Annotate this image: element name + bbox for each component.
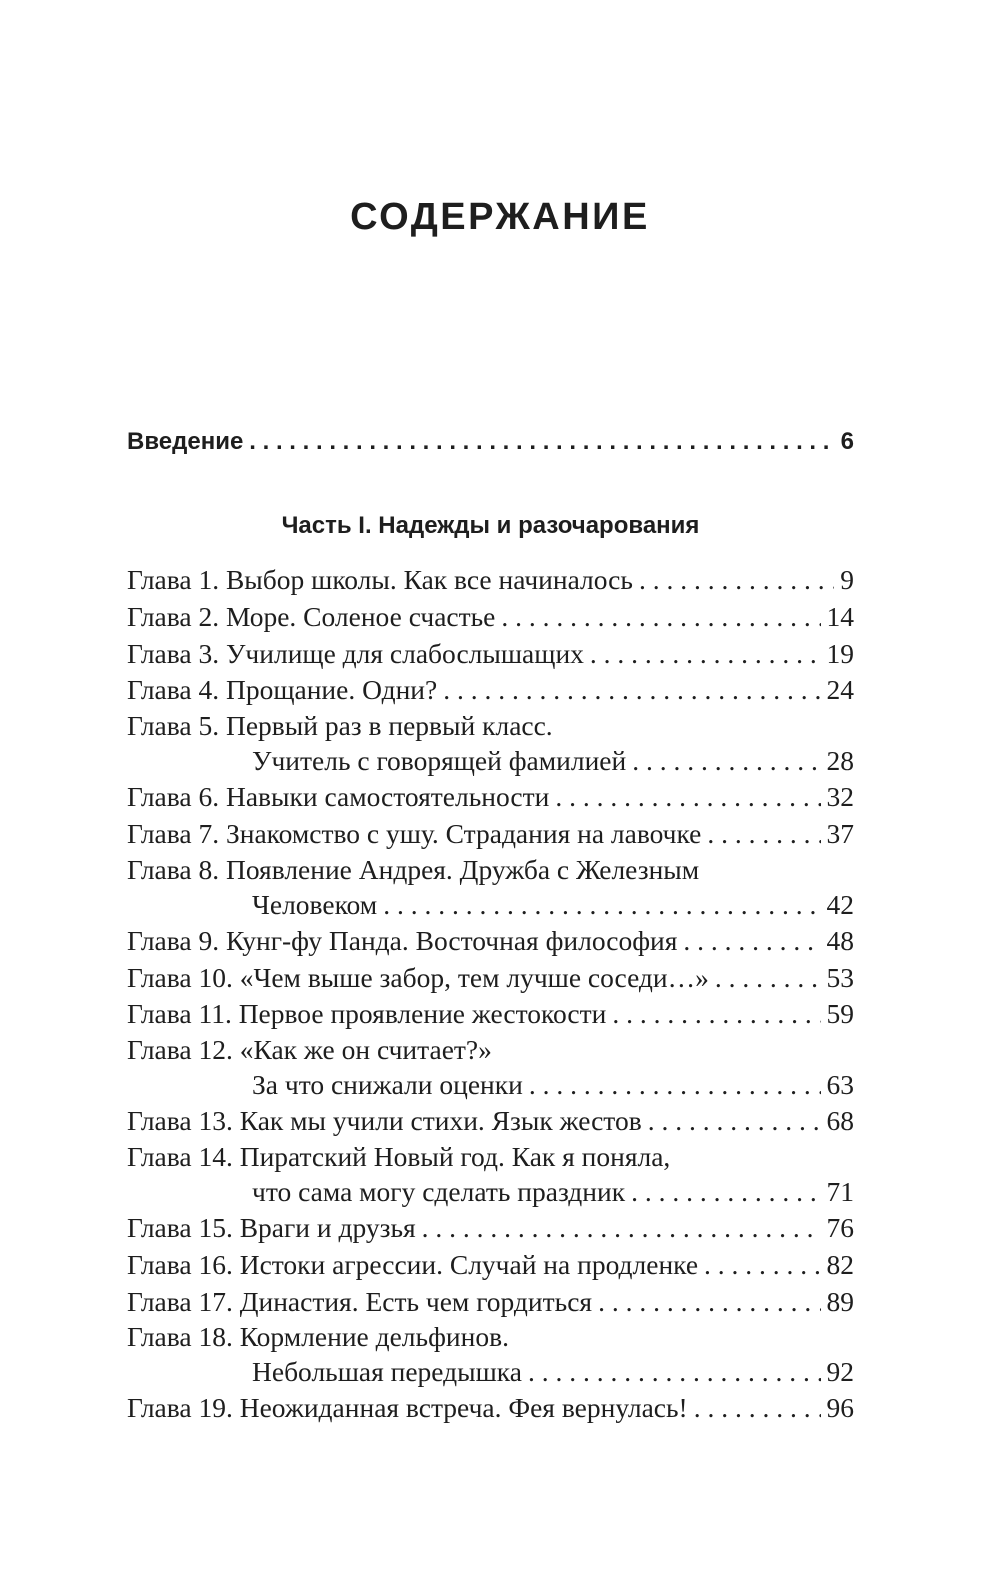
dot-leader	[249, 424, 834, 461]
dot-leader	[590, 636, 821, 673]
chapter-label: Глава 19. Неожиданная встреча. Фея вернулась!	[127, 1392, 688, 1424]
toc-entry-continuation	[127, 743, 854, 779]
toc-entry	[127, 1210, 854, 1247]
dot-leader	[598, 1284, 820, 1321]
chapter-label: Глава 15. Враги и друзья	[127, 1211, 416, 1243]
dot-leader	[528, 1354, 821, 1390]
chapter-label: Глава 11. Первое проявление жестокости	[127, 998, 607, 1030]
page-number: 68	[826, 1105, 854, 1137]
toc-entry	[127, 1140, 854, 1174]
chapter-label-continuation: Небольшая передышка	[252, 1356, 522, 1388]
dot-leader	[383, 887, 820, 923]
page-title: СОДЕРЖАНИЕ	[350, 196, 650, 238]
chapter-label: Глава 17. Династия. Есть чем гордиться	[127, 1285, 593, 1317]
chapter-label-continuation: Человеком	[252, 888, 378, 920]
intro-page-number: 6	[840, 428, 854, 455]
chapter-label: Глава 16. Истоки агрессии. Случай на продленке	[127, 1248, 699, 1280]
dot-leader	[639, 562, 834, 599]
page-number: 24	[826, 674, 854, 706]
chapter-label: Глава 12. «Как же он считает?»	[127, 1034, 492, 1066]
chapter-label: Глава 18. Кормление дельфинов.	[127, 1321, 509, 1353]
toc-entry	[127, 1284, 854, 1321]
toc-entry	[127, 636, 854, 673]
toc-entry	[127, 960, 854, 997]
toc-entry	[127, 599, 854, 636]
toc-entry-continuation	[127, 1067, 854, 1103]
chapter-label-continuation: что сама могу сделать праздник	[252, 1175, 626, 1207]
dot-leader	[683, 923, 820, 960]
page-number: 76	[826, 1211, 854, 1243]
dot-leader	[501, 599, 820, 636]
page-number: 59	[826, 998, 854, 1030]
chapter-label: Глава 1. Выбор школы. Как все начиналось	[127, 564, 633, 595]
page-number: 63	[826, 1069, 854, 1101]
toc-entry	[127, 1103, 854, 1140]
dot-leader	[707, 816, 820, 853]
chapter-label: Глава 2. Море. Соленое счастье	[127, 600, 496, 632]
page-number: 71	[826, 1175, 854, 1207]
toc-entry	[127, 1033, 854, 1067]
chapter-label: Глава 9. Кунг-фу Панда. Восточная философия	[127, 924, 678, 956]
page-number: 48	[826, 924, 854, 956]
toc-entry	[127, 562, 854, 599]
toc-entry-continuation	[127, 887, 854, 923]
toc-entry	[127, 996, 854, 1033]
page-number: 32	[826, 781, 854, 813]
page-number: 82	[826, 1248, 854, 1280]
dot-leader	[443, 672, 820, 709]
dot-leader	[612, 996, 820, 1033]
chapter-label: Глава 6. Навыки самостоятельности	[127, 781, 550, 813]
page-number: 14	[826, 600, 854, 632]
chapter-label: Глава 10. «Чем выше забор, тем лучше соседи…»	[127, 961, 709, 993]
chapter-label: Глава 7. Знакомство с ушу. Страдания на лавочке	[127, 817, 702, 849]
page-number: 19	[826, 637, 854, 669]
chapter-label-continuation: Учитель с говорящей фамилией	[252, 745, 627, 777]
dot-leader	[715, 960, 821, 997]
page-number: 96	[826, 1392, 854, 1424]
chapter-label: Глава 14. Пиратский Новый год. Как я поняла,	[127, 1140, 671, 1172]
toc-entry	[127, 1320, 854, 1354]
dot-leader	[632, 743, 820, 779]
chapter-label-continuation: За что снижали оценки	[252, 1069, 523, 1101]
toc-entry	[127, 779, 854, 816]
page-number: 37	[826, 817, 854, 849]
toc-entry-continuation	[127, 1354, 854, 1390]
part-heading: Часть I. Надежды и разочарования	[281, 512, 700, 539]
dot-leader	[631, 1174, 820, 1210]
chapter-label: Глава 13. Как мы учили стихи. Язык жестов	[127, 1105, 642, 1137]
chapter-label: Глава 8. Появление Андрея. Дружба с Железным	[127, 853, 700, 885]
intro-label: Введение	[127, 428, 244, 455]
dot-leader	[422, 1210, 821, 1247]
chapter-list	[127, 562, 854, 1427]
toc-entry	[127, 1390, 854, 1427]
chapter-label: Глава 3. Училище для слабослышащих	[127, 637, 584, 669]
page-number: 42	[826, 888, 854, 920]
toc-entry-continuation	[127, 1174, 854, 1210]
chapter-label: Глава 4. Прощание. Одни?	[127, 674, 438, 706]
toc-entry	[127, 672, 854, 709]
page-number: 28	[826, 745, 854, 777]
toc-entry	[127, 816, 854, 853]
toc-entry	[127, 709, 854, 743]
dot-leader	[704, 1247, 820, 1284]
toc-entry	[127, 853, 854, 887]
dot-leader	[694, 1390, 821, 1427]
toc-entry	[127, 923, 854, 960]
page-number: 9	[840, 564, 854, 595]
toc-entry	[127, 1247, 854, 1284]
page-number: 92	[826, 1356, 854, 1388]
page-number: 89	[826, 1285, 854, 1317]
dot-leader	[648, 1103, 821, 1140]
dot-leader	[529, 1067, 821, 1103]
page-number: 53	[826, 961, 854, 993]
chapter-label: Глава 5. Первый раз в первый класс.	[127, 710, 553, 742]
dot-leader	[555, 779, 820, 816]
toc-intro	[127, 424, 854, 461]
